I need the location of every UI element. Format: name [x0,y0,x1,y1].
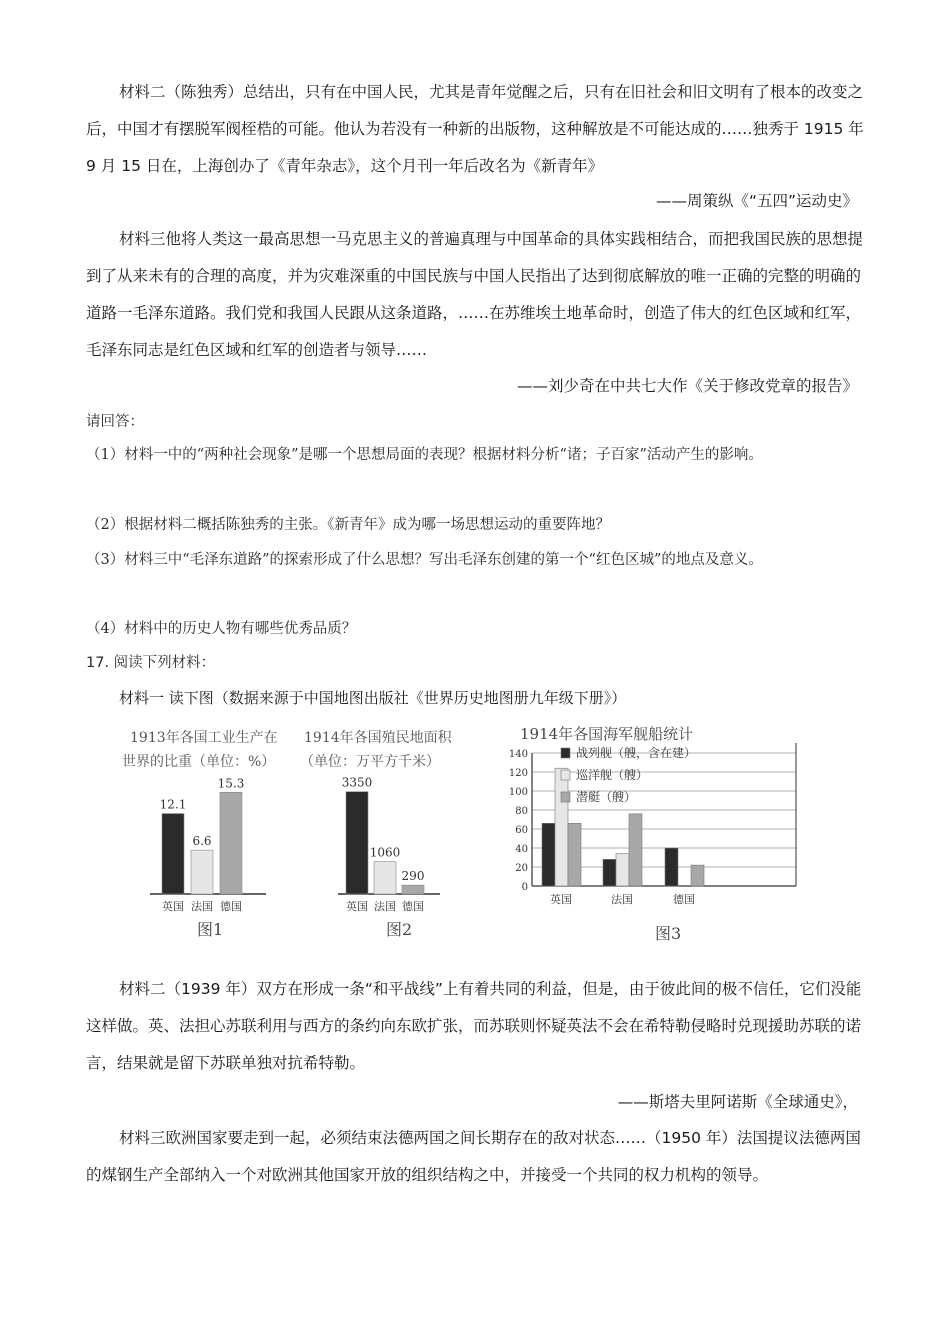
q17-material2-source: ——斯塔夫里阿诺斯《全球通史》， [617,1093,858,1111]
fig3-legend-swatch-0 [561,748,570,758]
fig3-ytick-4: 80 [515,806,528,817]
fig2-title-line2: （单位：万平方千米） [300,754,440,770]
fig3-bar-0-1 [555,768,568,886]
fig2-value-label-1: 1060 [369,845,401,860]
q17-material1-intro: 材料一 读下图（数据来源于中国地图出版社《世界历史地图册九年级下册》） [119,689,627,707]
fig3-ytick-0: 0 [521,882,528,893]
fig1-title-line1: 1913年各国工业生产在 [130,730,278,746]
fig3-ytick-1: 20 [515,863,528,874]
fig3-legend [561,745,696,804]
material2-source: ——周策纵《“五四”运动史》 [655,192,858,210]
material3-paragraph: 材料三他将人类这一最高思想一马克思主义的普遍真理与中国革命的具体实践相结合，而把我国民族的思想提到了从来未有的合理的高度，并为灾难深重的中国民族与中国人民指出了达到彻底解放的唯一正确的完整的明确的道路一毛泽东道路。我们党和我国人民跟从这条道路，……在苏维埃土地革命时，创造了伟大的红色区域和红军，毛泽东同志是红色区域和红军的创造者与领导…… [86,230,864,359]
fig3-bar-2-0 [665,848,678,886]
fig1-category-1: 法国 [191,900,213,913]
fig3-ytick-6: 120 [508,768,528,779]
question-1: （1）材料一中的“两种社会现象”是哪一个思想局面的表现？根据材料分析“诸；子百家”活动产生的影响。 [86,447,763,463]
fig1-category-2: 德国 [220,900,242,913]
fig3-caption: 图3 [655,924,682,943]
fig2-bar-1 [374,862,396,894]
material2-paragraph: 材料二（陈独秀）总结出，只有在中国人民，尤其是青年觉醒之后，只有在旧社会和旧文明有了根本的改变之后，中国才有摆脱军阀桎梏的可能。他认为若没有一种新的出版物，这种解放是不可能达成的……独秀于 1915 年 9 月 15 日在，上海创办了《青年杂志》，这个月刊一年后改名为《新青年》 [86,83,864,175]
figure-2 [300,729,453,939]
q17-material2-paragraph: 材料二（1939 年）双方在形成一条“和平战线”上有着共同的利益，但是，由于彼此间的极不信任，它们没能这样做。英、法担心苏联利用与西方的条约向东欧扩张，而苏联则怀疑英法不会在希特勒侵略时兑现援助苏联的诺言，结果就是留下苏联单独对抗希特勒。 [86,980,862,1072]
fig2-title-line1: 1914年各国殖民地面积 [304,730,452,746]
fig2-category-2: 德国 [402,900,424,913]
fig3-ytick-3: 60 [515,825,528,836]
fig1-bar-2 [220,792,242,894]
fig2-caption: 图2 [386,920,413,939]
fig2-category-0: 英国 [346,900,368,913]
q17-material3-paragraph: 材料三欧洲国家要走到一起，必须结束法德两国之间长期存在的敌对状态……（1950 年）法国提议法德两国的煤钢生产全部纳入一个对欧洲其他国家开放的组织结构之中，并接受一个共同的权力机构的领导。 [86,1129,861,1184]
fig1-value-label-0: 12.1 [159,797,187,812]
fig1-value-label-1: 6.6 [192,834,212,849]
fig3-ytick-2: 40 [515,844,528,855]
fig3-ytick-5: 100 [508,787,528,798]
question-2: （2）根据材料二概括陈独秀的主张。《新青年》成为哪一场思想运动的重要阵地？ [86,517,610,533]
fig2-bar-2 [402,885,424,894]
fig1-category-0: 英国 [162,900,184,913]
fig3-bar-0-0 [542,823,555,886]
fig3-legend-swatch-1 [561,770,570,780]
fig3-legend-label-0: 战列舰（艘，含在建） [576,746,697,760]
figures-area [110,715,810,955]
question-17-heading: 17. 阅读下列材料： [86,655,216,671]
fig3-bar-0-2 [568,823,581,886]
figure-3 [509,725,796,943]
fig1-value-label-2: 15.3 [217,776,245,791]
fig3-category-1: 法国 [611,893,633,906]
fig3-category-0: 英国 [550,893,572,906]
fig2-category-1: 法国 [374,900,396,913]
figure-1 [122,729,278,939]
material3-source: ——刘少奇在中共七大作《关于修改党章的报告》 [516,377,858,395]
fig3-title: 1914年各国海军舰船统计 [520,725,694,743]
fig3-ytick-7: 140 [508,749,528,760]
fig1-bar-0 [162,814,184,894]
fig2-bar-0 [346,792,368,894]
fig2-value-label-2: 290 [401,869,425,884]
fig3-legend-label-2: 潜艇（艘） [576,790,637,804]
fig3-category-2: 德国 [673,893,695,906]
fig1-title-line2: 世界的比重（单位：%） [122,754,276,770]
fig3-bar-1-0 [603,859,616,886]
fig3-legend-swatch-2 [561,792,570,802]
question-4: （4）材料中的历史人物有哪些优秀品质？ [86,621,357,637]
fig1-caption: 图1 [197,920,224,939]
fig3-bar-2-2 [691,865,704,886]
questions-prompt: 请回答： [86,414,144,430]
fig1-bar-1 [191,850,213,894]
figures-svg [110,715,810,955]
fig3-bar-1-1 [616,854,629,886]
fig2-value-label-0: 3350 [341,775,373,790]
fig3-bar-1-2 [629,814,642,886]
question-3: （3）材料三中“毛泽东道路”的探索形成了什么思想？写出毛泽东创建的第一个“红色区城”的地点及意义。 [86,552,763,568]
fig3-legend-label-1: 巡洋舰（艘） [576,768,649,782]
